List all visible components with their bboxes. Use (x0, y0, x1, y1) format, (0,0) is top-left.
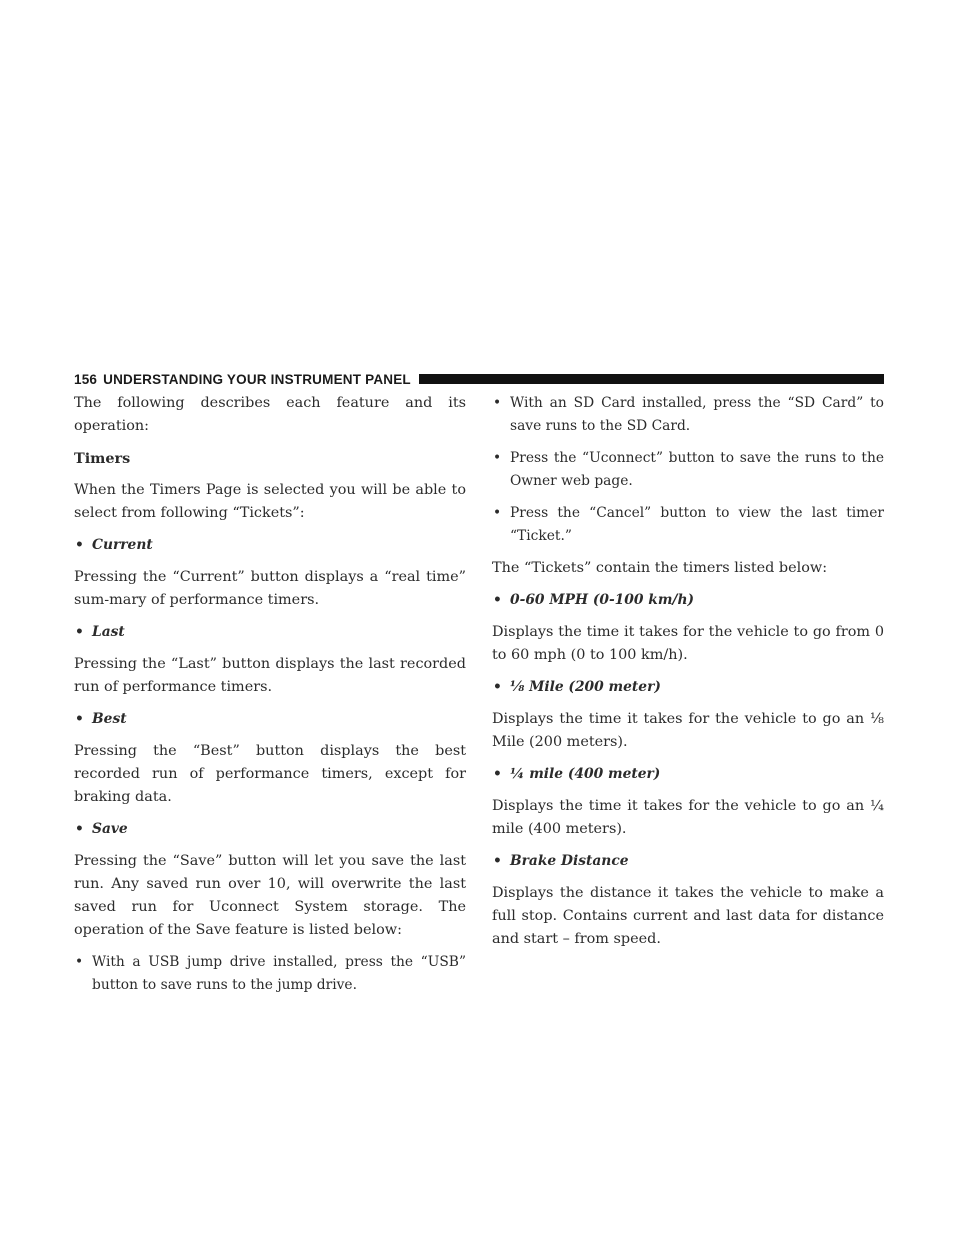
timers-paragraph: When the Timers Page is selected you will be able to select from following “Tickets”: (74, 482, 466, 521)
bullet-icon: • (493, 450, 502, 466)
list-item (492, 447, 884, 493)
list-item (492, 392, 884, 438)
list-item-text: With a USB jump drive installed, press the “USB” button to save runs to the jump drive. (92, 954, 466, 993)
bullet-icon: • (75, 954, 84, 970)
save-options-list (74, 951, 466, 997)
save-paragraph: Pressing the “Save” button will let you save the last run. Any saved run over 10, will overwrite the last saved run for Uconnect System storage. The operation of the Save feature is listed below: (74, 853, 466, 938)
brake-distance-paragraph: Displays the distance it takes the vehicle to make a full stop. Contains current and last data for distance and start – from speed. (492, 885, 884, 947)
list-item-text: Press the “Cancel” button to view the last timer “Ticket.” (510, 505, 884, 544)
right-column (492, 392, 884, 960)
brake-distance-heading: • Brake Distance (492, 850, 884, 873)
list-item-text: With an SD Card installed, press the “SD Card” to save runs to the SD Card. (510, 395, 884, 434)
page-header (74, 368, 884, 390)
best-heading: • Best (74, 708, 466, 731)
save-options-list-continued (492, 392, 884, 548)
tickets-intro-paragraph: The “Tickets” contain the timers listed below: (492, 560, 828, 576)
bullet-icon: • (493, 395, 502, 411)
list-item (492, 502, 884, 548)
left-column (74, 392, 466, 1006)
save-heading: • Save (74, 818, 466, 841)
best-paragraph: Pressing the “Best” button displays the best recorded run of performance timers, except for braking data. (74, 743, 466, 805)
intro-paragraph: The following describes each feature and its operation: (74, 395, 466, 434)
header-rule (419, 374, 884, 384)
last-paragraph: Pressing the “Last” button displays the last recorded run of performance timers. (74, 656, 466, 695)
page-number: 156 (74, 371, 98, 387)
timers-heading: Timers (74, 450, 131, 467)
quarter-mile-paragraph: Displays the time it takes for the vehicle to go an ¼ mile (400 meters). (492, 798, 884, 837)
current-paragraph: Pressing the “Current” button displays a “real time” sum-mary of performance timers. (74, 569, 466, 608)
current-heading: • Current (74, 534, 466, 557)
list-item (74, 951, 466, 997)
last-heading: • Last (74, 621, 466, 644)
zero-sixty-heading: • 0-60 MPH (0-100 km/h) (492, 589, 884, 612)
list-item-text: Press the “Uconnect” button to save the runs to the Owner web page. (510, 450, 884, 489)
quarter-mile-heading: • ¼ mile (400 meter) (492, 763, 884, 786)
eighth-mile-paragraph: Displays the time it takes for the vehicle to go an ⅛ Mile (200 meters). (492, 711, 884, 750)
zero-sixty-paragraph: Displays the time it takes for the vehicle to go from 0 to 60 mph (0 to 100 km/h). (492, 624, 884, 663)
section-title: UNDERSTANDING YOUR INSTRUMENT PANEL (103, 371, 411, 387)
bullet-icon: • (493, 505, 502, 521)
eighth-mile-heading: • ⅛ Mile (200 meter) (492, 676, 884, 699)
header-text (74, 372, 411, 387)
